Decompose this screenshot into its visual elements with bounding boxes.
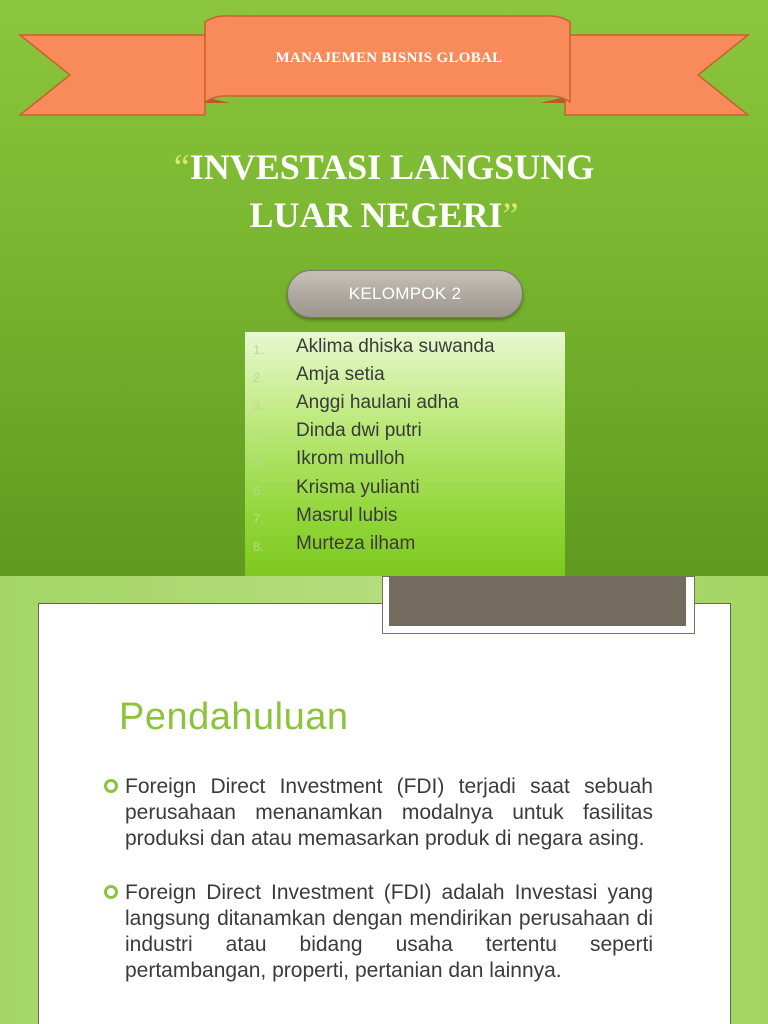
ribbon-left-tail <box>20 35 205 115</box>
list-item <box>245 334 565 362</box>
list-item <box>245 475 565 503</box>
list-item <box>245 362 565 390</box>
title-line-2 <box>0 191 768 239</box>
ribbon-right-tail <box>565 35 748 115</box>
slide-title <box>0 143 768 239</box>
close-quote: ” <box>502 195 519 235</box>
open-quote: “ <box>173 147 190 187</box>
intro-slide <box>0 576 768 1024</box>
list-number: 1. <box>253 342 264 357</box>
list-number: 2. <box>253 370 264 385</box>
list-item <box>245 390 565 418</box>
bullet-text: Foreign Direct Investment (FDI) adalah Investasi yang langsung ditanamkan dengan mendirikan perusahaan di industri atau bidang usaha tertentu seperti pertambangan, properti, pertanian dan lainnya. <box>125 881 653 982</box>
circle-bullet-icon <box>104 885 118 899</box>
list-item <box>245 418 565 446</box>
member-name: Amja setia <box>296 364 385 385</box>
banner-text: MANAJEMEN BISNIS GLOBAL <box>275 50 503 66</box>
member-name: Ikrom mulloh <box>296 448 405 469</box>
ribbon-banner <box>0 0 768 140</box>
list-number: 8. <box>253 539 264 554</box>
list-item <box>245 531 565 559</box>
member-list-box <box>245 332 565 576</box>
list-number: 7. <box>253 511 264 526</box>
section-heading: Pendahuluan <box>119 696 349 738</box>
list-item <box>245 446 565 474</box>
circle-bullet-icon <box>104 779 118 793</box>
title-line-1-text: INVESTASI LANGSUNG <box>189 147 595 187</box>
title-line-2-text: LUAR NEGERI <box>249 195 503 235</box>
list-number: 4. <box>253 426 264 441</box>
member-name: Krisma yulianti <box>296 477 420 498</box>
member-name: Aklima dhiska suwanda <box>296 336 495 357</box>
list-number: 3. <box>253 398 264 413</box>
list-number: 6. <box>253 483 264 498</box>
list-number: 5. <box>253 454 264 469</box>
header-tab <box>389 576 686 626</box>
title-line-1 <box>0 143 768 191</box>
member-name: Dinda dwi putri <box>296 420 422 441</box>
bullet-text: Foreign Direct Investment (FDI) terjadi saat sebuah perusahaan menanamkan modalnya untuk fasilitas produksi dan atau memasarkan produk di negara asing. <box>125 775 653 850</box>
member-name: Murteza ilham <box>296 533 416 554</box>
member-name: Anggi haulani adha <box>296 392 459 413</box>
list-item <box>245 503 565 531</box>
member-name: Masrul lubis <box>296 505 398 526</box>
group-pill-button[interactable]: KELOMPOK 2 <box>287 270 523 318</box>
